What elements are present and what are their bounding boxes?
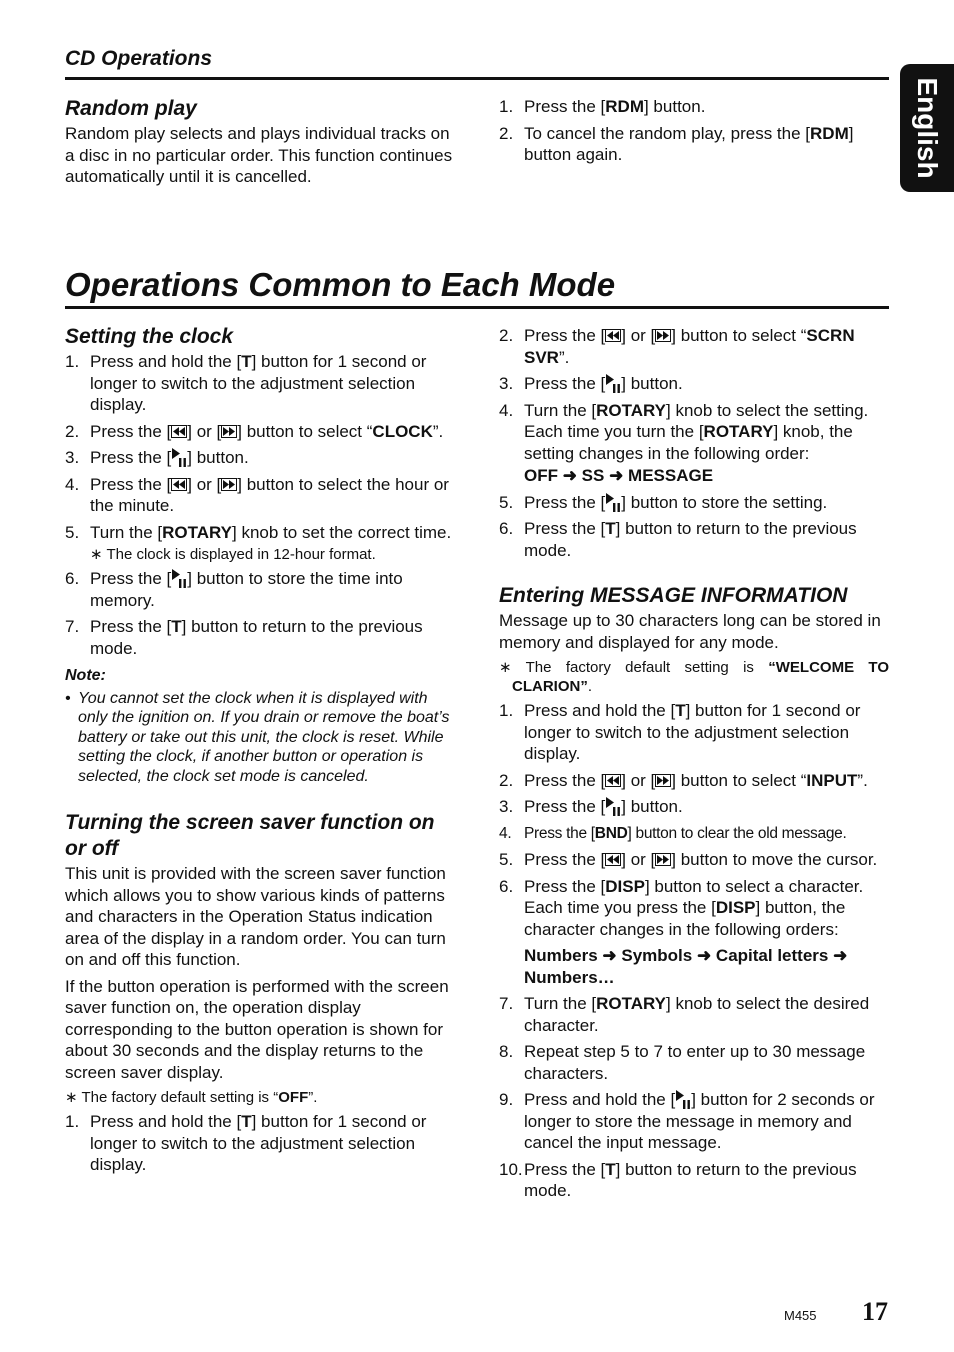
play-pause-icon	[605, 796, 621, 816]
list-item: 9. Press and hold the [ ] button for 2 seconds or longer to store the message in memory and cancel the input message.	[499, 1090, 875, 1152]
list-item: 2. To cancel the random play, press the [RDM] button again.	[499, 123, 854, 164]
left-column	[65, 324, 455, 1181]
list-item: 2. Press the [ ] or [ ] button to select “CLOCK”.	[65, 421, 444, 441]
list-item: 7. Turn the [ROTARY] knob to select the desired character.	[499, 994, 870, 1035]
list-item: 1. Press and hold the [T] button for 1 second or longer to switch to the adjustment selection display.	[65, 1112, 427, 1174]
fast-forward-icon	[655, 850, 671, 863]
play-pause-icon	[171, 568, 187, 588]
fast-forward-icon	[655, 771, 671, 784]
list-item: 8. Repeat step 5 to 7 to enter up to 30 message characters.	[499, 1042, 866, 1083]
list-item: 3. Press the [ ] button.	[499, 374, 683, 393]
random-play-title: Random play	[65, 97, 197, 120]
list-item: 2. Press the [ ] or [ ] button to select “INPUT”.	[499, 770, 868, 790]
list-item: 1. Press the [RDM] button.	[499, 97, 706, 116]
screensaver-para-1: This unit is provided with the screen saver function which allows you to show various kinds of patterns and characters in the Operation Status indication area of the display in a random order. You can turn on and off this function.	[65, 864, 446, 969]
play-pause-icon	[675, 1089, 691, 1109]
list-item: 6. Press the [DISP] button to select a character. Each time you press the [DISP] button, the character changes in the following orders: Numbers ➜ Symbols ➜ Capital letters ➜ Numbers…	[499, 876, 889, 989]
screensaver-title: Turning the screen saver function on or off	[65, 811, 435, 860]
list-item: 5. Press the [ ] button to store the setting.	[499, 492, 828, 512]
message-intro: Message up to 30 characters long can be stored in memory and displayed for any mode.	[499, 611, 881, 652]
character-sequence: Numbers ➜ Symbols ➜ Capital letters ➜ Numbers…	[524, 946, 848, 987]
list-item: 5. Press the [ ] or [ ] button to move the cursor.	[499, 850, 878, 869]
play-pause-icon	[605, 373, 621, 393]
language-tab-label: English	[912, 77, 943, 179]
model-code: M455	[784, 1308, 817, 1323]
rewind-icon	[171, 475, 187, 488]
fast-forward-icon	[655, 326, 671, 339]
note-heading: Note:	[65, 667, 106, 684]
clock-title: Setting the clock	[65, 325, 234, 348]
list-item: 10. Press the [T] button to return to the previous mode.	[499, 1159, 857, 1200]
rewind-icon	[605, 771, 621, 784]
rewind-icon	[171, 422, 187, 435]
list-item: 2. Press the [ ] or [ ] button to select “SCRN SVR”.	[499, 326, 855, 367]
list-item: 5. Turn the [ROTARY] knob to set the correct time.	[65, 522, 452, 542]
screensaver-para-2: If the button operation is performed with the screen saver function on, the operation display corresponding to the button operation is shown for about 30 seconds and the display returns to the screen saver display.	[65, 976, 449, 1082]
list-item: 3. Press the [ ] button.	[65, 448, 249, 467]
message-default-note: ∗ The factory default setting is “WELCOME TO CLARION”.	[499, 659, 889, 695]
screensaver-sequence: OFF ➜ SS ➜ MESSAGE	[524, 466, 714, 485]
clock-format-note: ∗ The clock is displayed in 12-hour format.	[90, 546, 376, 563]
list-item: 7. Press the [T] button to return to the previous mode.	[65, 617, 423, 658]
play-pause-icon	[605, 492, 621, 512]
message-title: Entering MESSAGE INFORMATION	[499, 584, 848, 607]
random-play-section	[65, 96, 455, 193]
screensaver-default-note: ∗ The factory default setting is “OFF”.	[65, 1089, 318, 1106]
page-number: 17	[862, 1297, 888, 1326]
random-play-body: Random play selects and plays individual tracks on a disc in no particular order. This function continues automatically until it is cancelled.	[65, 124, 453, 186]
list-item: 6. Press the [T] button to return to the previous mode.	[499, 519, 857, 560]
section-heading: CD Operations	[65, 47, 213, 70]
header-rule	[65, 77, 889, 80]
list-item: 3. Press the [ ] button.	[499, 797, 683, 816]
list-item: 1. Press and hold the [T] button for 1 second or longer to switch to the adjustment selection display.	[499, 701, 861, 763]
title-rule	[65, 306, 889, 309]
note-body: • You cannot set the clock when it is displayed with only the ignition on. If you drain or remove the boat’s battery or take out this unit, the clock is reset. While setting the clock, if another button or operation is selected, the clock set mode is canceled.	[65, 689, 450, 785]
random-play-steps	[499, 96, 889, 171]
fast-forward-icon	[221, 422, 237, 435]
language-tab	[900, 64, 954, 192]
right-column	[499, 325, 889, 1207]
list-item: 1. Press and hold the [T] button for 1 second or longer to switch to the adjustment selection display.	[65, 352, 427, 414]
page-title: Operations Common to Each Mode	[65, 266, 616, 303]
list-item: 4. Turn the [ROTARY] knob to select the setting. Each time you turn the [ROTARY] knob, the setting changes in the following order: OFF ➜ SS ➜ MESSAGE	[499, 400, 889, 487]
fast-forward-icon	[221, 475, 237, 488]
rewind-icon	[605, 326, 621, 339]
list-item: 4. Press the [BND] button to clear the old message.	[499, 824, 847, 842]
play-pause-icon	[171, 447, 187, 467]
list-item: 6. Press the [ ] button to store the time into memory.	[65, 569, 403, 610]
rewind-icon	[605, 850, 621, 863]
list-item: 4. Press the [ ] or [ ] button to select the hour or the minute.	[65, 474, 449, 515]
